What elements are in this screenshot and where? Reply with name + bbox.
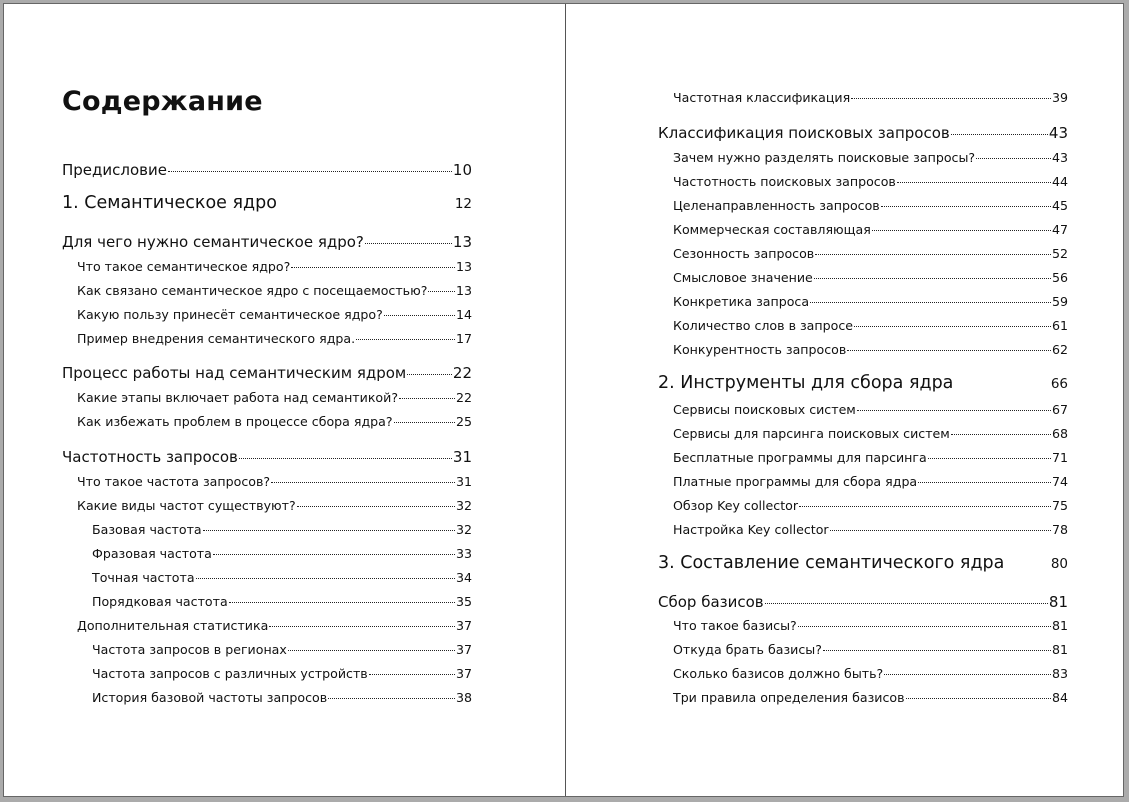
toc-entry[interactable]: Сервисы для парсинга поисковых систем 68 bbox=[673, 426, 1068, 441]
toc-entry[interactable]: Частота запросов в регионах 37 bbox=[92, 642, 472, 657]
toc-entry[interactable]: Пример внедрения семантического ядра. 17 bbox=[77, 331, 472, 346]
toc-entry[interactable]: Платные программы для сбора ядра 74 bbox=[673, 474, 1068, 489]
toc-entry[interactable]: Сколько базисов должно быть? 83 bbox=[673, 666, 1068, 681]
toc-entry[interactable]: Какие виды частот существуют? 32 bbox=[77, 498, 472, 513]
toc-entry[interactable]: Сервисы поисковых систем 67 bbox=[673, 402, 1068, 417]
toc-entry[interactable]: Для чего нужно семантическое ядро? 13 bbox=[62, 233, 472, 251]
toc-entry[interactable]: Конкурентность запросов 62 bbox=[673, 342, 1068, 357]
toc-entry[interactable]: Точная частота 34 bbox=[92, 570, 472, 585]
toc-entry[interactable]: Как избежать проблем в процессе сбора ядра? 25 bbox=[77, 414, 472, 429]
toc-entry[interactable]: Классификация поисковых запросов 43 bbox=[658, 124, 1068, 142]
toc-entry[interactable]: Коммерческая составляющая 47 bbox=[673, 222, 1068, 237]
toc-entry[interactable]: Что такое базисы? 81 bbox=[673, 618, 1068, 633]
toc-entry[interactable]: Настройка Key collector 78 bbox=[673, 522, 1068, 537]
toc-entry[interactable]: Как связано семантическое ядро с посещаемостью? 13 bbox=[77, 283, 472, 298]
toc-entry[interactable]: Что такое частота запросов? 31 bbox=[77, 474, 472, 489]
toc-entry[interactable]: Обзор Key collector 75 bbox=[673, 498, 1068, 513]
toc-entry[interactable]: История базовой частоты запросов 38 bbox=[92, 690, 472, 705]
toc-entry[interactable]: Фразовая частота 33 bbox=[92, 546, 472, 561]
page-title: Содержание bbox=[62, 86, 263, 117]
right-page bbox=[658, 4, 1068, 796]
toc-entry[interactable]: Смысловое значение 56 bbox=[673, 270, 1068, 285]
toc-entry[interactable]: Какие этапы включает работа над семантикой? 22 bbox=[77, 390, 472, 405]
toc-entry[interactable]: Частотность запросов 31 bbox=[62, 448, 472, 466]
toc-entry[interactable]: Порядковая частота 35 bbox=[92, 594, 472, 609]
toc-entry[interactable]: Целенаправленность запросов 45 bbox=[673, 198, 1068, 213]
toc-entry[interactable]: Предисловие 10 bbox=[62, 161, 472, 179]
toc-chapter[interactable]: 3. Составление семантического ядра 80 bbox=[658, 553, 1068, 573]
page-gutter bbox=[565, 4, 566, 796]
toc-entry[interactable]: Что такое семантическое ядро? 13 bbox=[77, 259, 472, 274]
toc-chapter[interactable]: 1. Семантическое ядро 12 bbox=[62, 193, 472, 213]
toc-entry[interactable]: Дополнительная статистика 37 bbox=[77, 618, 472, 633]
toc-entry[interactable]: Частотность поисковых запросов 44 bbox=[673, 174, 1068, 189]
toc-entry[interactable]: Частотная классификация 39 bbox=[673, 90, 1068, 105]
book-spread bbox=[3, 3, 1124, 797]
toc-entry[interactable]: Процесс работы над семантическим ядром 22 bbox=[62, 364, 472, 382]
toc-entry[interactable]: Бесплатные программы для парсинга 71 bbox=[673, 450, 1068, 465]
toc-entry[interactable]: Частота запросов с различных устройств 37 bbox=[92, 666, 472, 681]
toc-entry[interactable]: Сбор базисов 81 bbox=[658, 593, 1068, 611]
left-page bbox=[62, 4, 472, 796]
toc-entry[interactable]: Зачем нужно разделять поисковые запросы? 43 bbox=[673, 150, 1068, 165]
toc-entry[interactable]: Откуда брать базисы? 81 bbox=[673, 642, 1068, 657]
toc-entry[interactable]: Какую пользу принесёт семантическое ядро? 14 bbox=[77, 307, 472, 322]
toc-entry[interactable]: Сезонность запросов 52 bbox=[673, 246, 1068, 261]
toc-entry[interactable]: Базовая частота 32 bbox=[92, 522, 472, 537]
toc-entry[interactable]: Три правила определения базисов 84 bbox=[673, 690, 1068, 705]
toc-chapter[interactable]: 2. Инструменты для сбора ядра 66 bbox=[658, 373, 1068, 393]
toc-entry[interactable]: Конкретика запроса 59 bbox=[673, 294, 1068, 309]
toc-entry[interactable]: Количество слов в запросе 61 bbox=[673, 318, 1068, 333]
